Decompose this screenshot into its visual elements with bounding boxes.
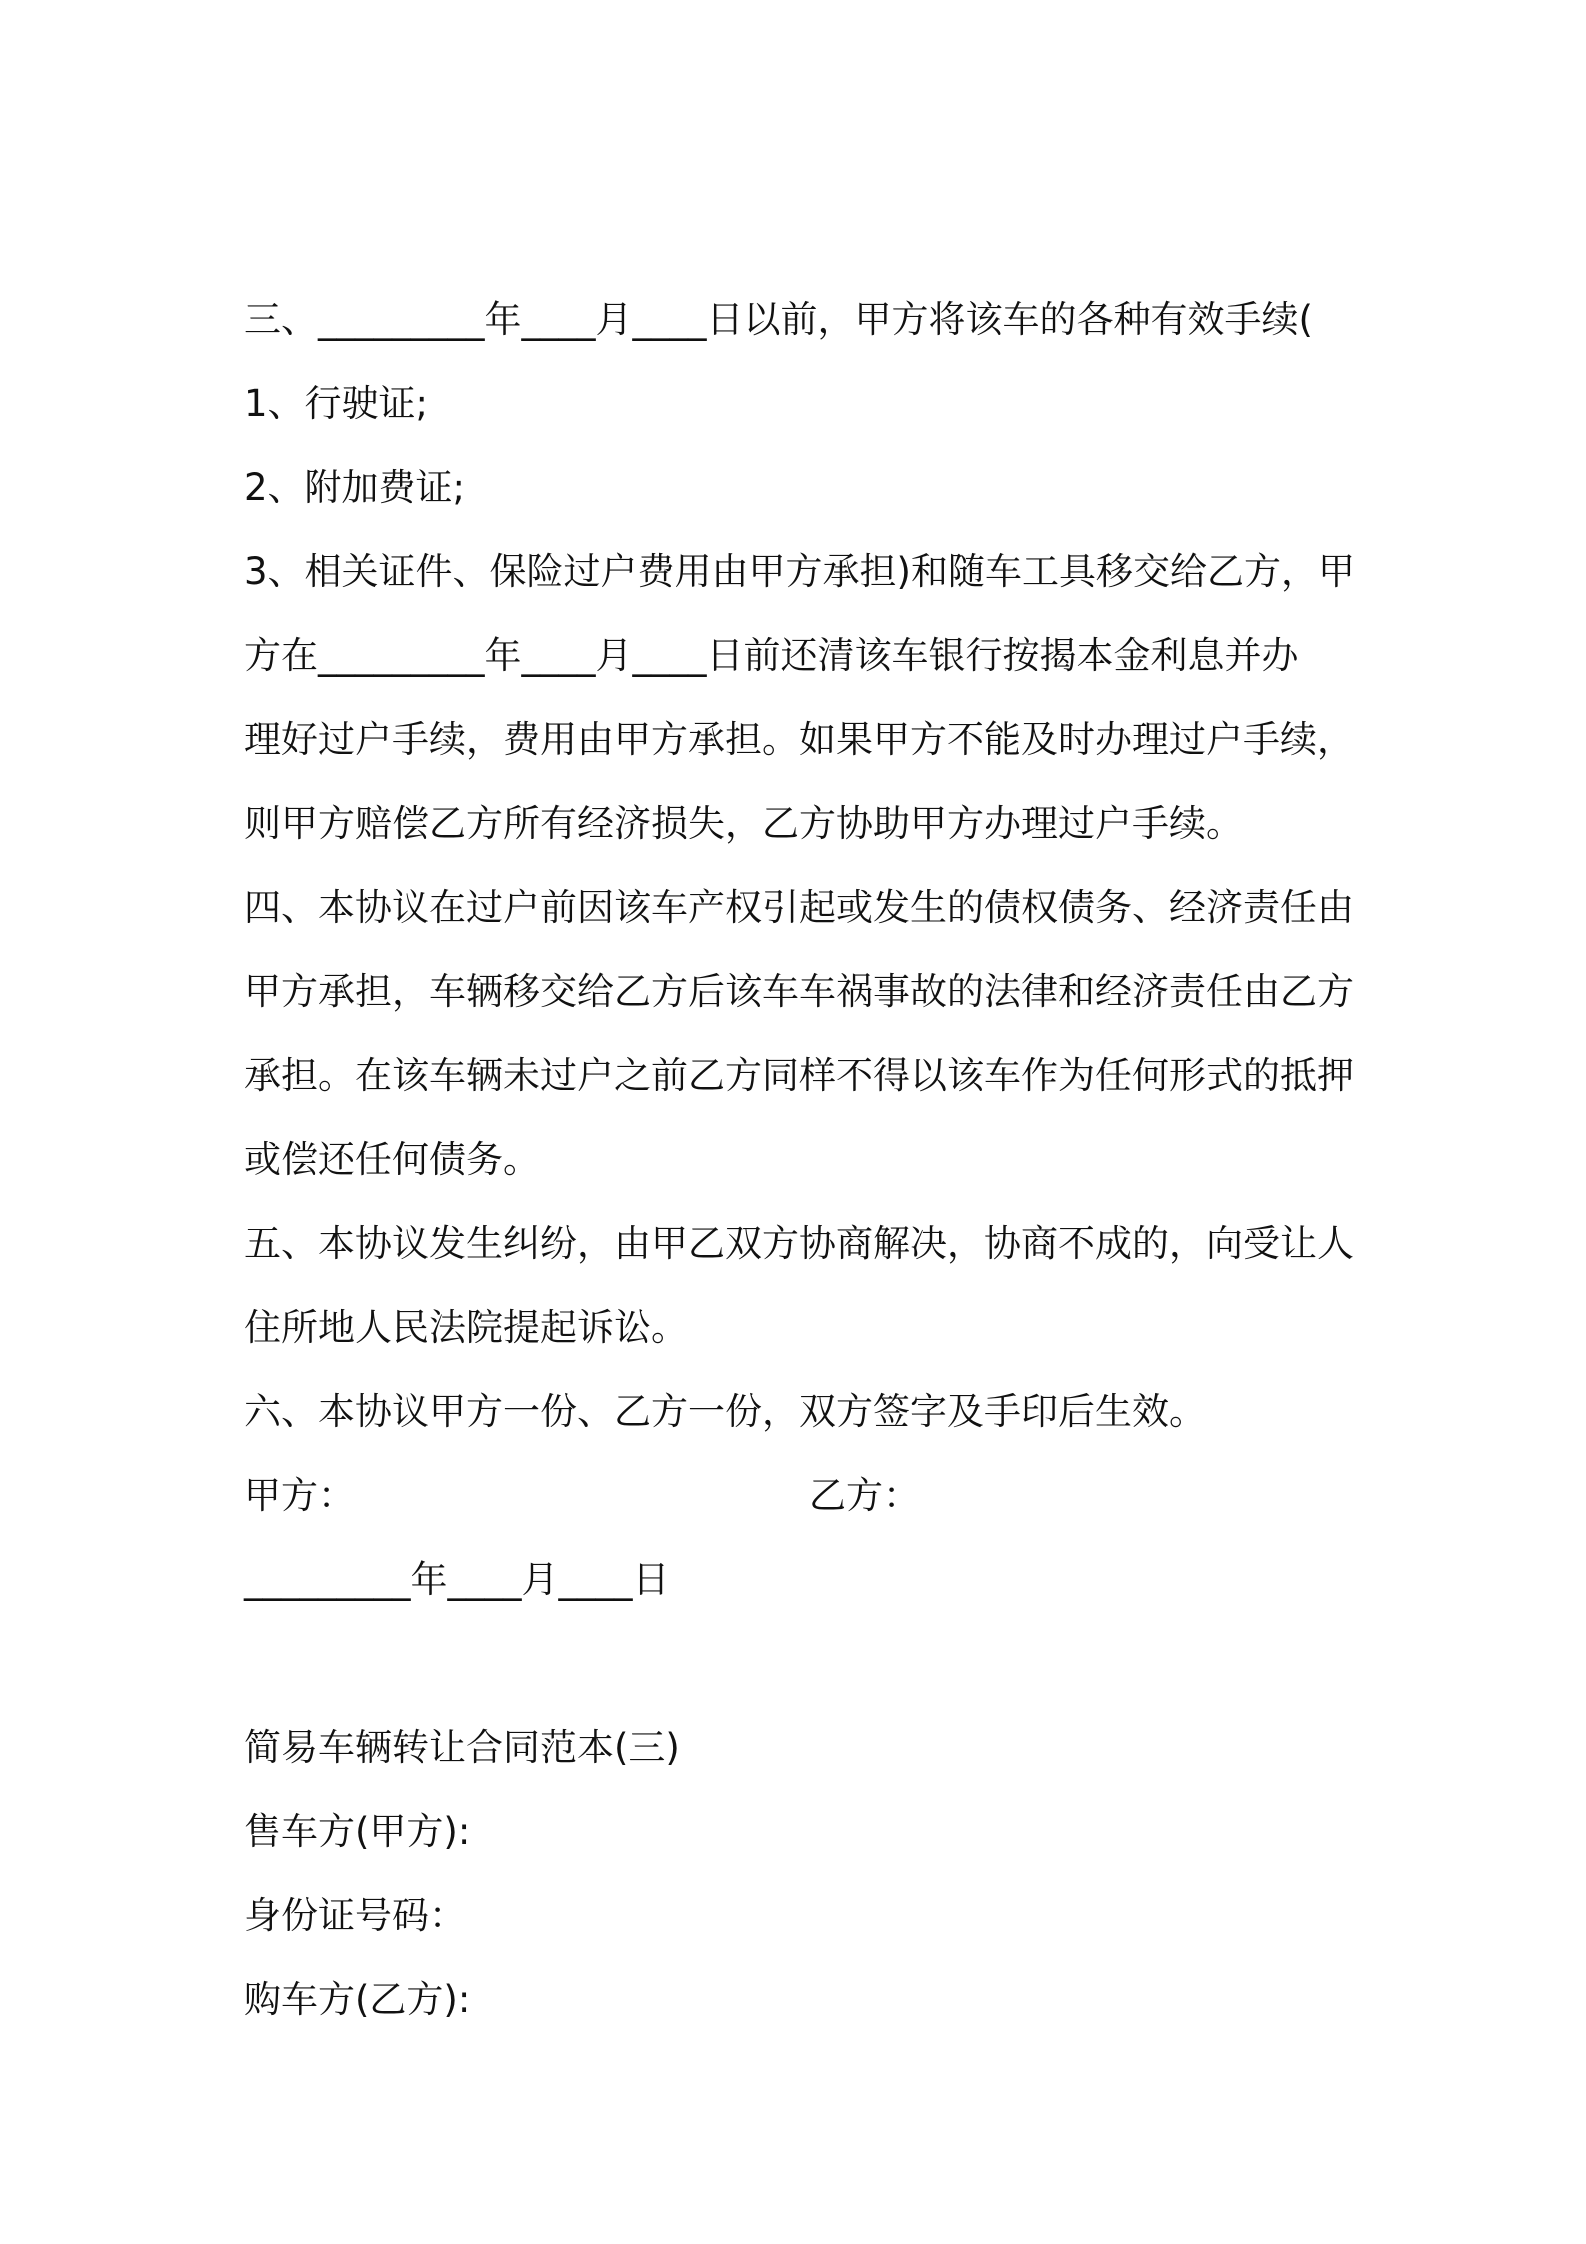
clause-4-text-line: 或偿还任何债务。 <box>244 1138 540 1181</box>
item-related-documents: 3、相关证件、保险过户费用由甲方承担)和随车工具移交给乙方，甲 <box>244 550 1355 593</box>
clause-3-line: 三、_________年____月____日以前，甲方将该车的各种有效手续( <box>244 298 1313 341</box>
signature-row <box>244 1454 1364 1538</box>
item-surcharge-certificate: 2、附加费证; <box>244 466 466 509</box>
party-a-signature-label: 甲方： <box>244 1474 355 1517</box>
buyer-field-label: 购车方(乙方): <box>244 1978 471 2021</box>
clause-4-text-line: 甲方承担，车辆移交给乙方后该车车祸事故的法律和经济责任由乙方 <box>244 970 1354 1013</box>
clause-5-text-line: 住所地人民法院提起诉讼。 <box>244 1306 688 1349</box>
item-driving-license: 1、行驶证; <box>244 382 429 425</box>
clause-6-line: 六、本协议甲方一份、乙方一份，双方签字及手印后生效。 <box>244 1390 1206 1433</box>
signature-date: _________年____月____日 <box>244 1558 670 1601</box>
section-title: 简易车辆转让合同范本(三) <box>244 1726 680 1769</box>
clause-3-text-line: 则甲方赔偿乙方所有经济损失，乙方协助甲方办理过户手续。 <box>244 802 1243 845</box>
clause-5-line: 五、本协议发生纠纷，由甲乙双方协商解决，协商不成的，向受让人 <box>244 1222 1354 1265</box>
clause-3-text-line: 方在_________年____月____日前还清该车银行按揭本金利息并办 <box>244 634 1299 677</box>
id-number-field-label: 身份证号码： <box>244 1894 466 1937</box>
clause-4-text-line: 承担。在该车辆未过户之前乙方同样不得以该车作为任何形式的抵押 <box>244 1054 1354 1097</box>
seller-field-label: 售车方(甲方): <box>244 1810 471 1853</box>
clause-3-text-line: 理好过户手续，费用由甲方承担。如果甲方不能及时办理过户手续， <box>244 718 1354 761</box>
document-body <box>244 278 1364 2042</box>
clause-4-line: 四、本协议在过户前因该车产权引起或发生的债权债务、经济责任由 <box>244 886 1354 929</box>
party-b-signature-label: 乙方： <box>809 1474 920 1517</box>
section-spacer <box>244 1622 1364 1706</box>
